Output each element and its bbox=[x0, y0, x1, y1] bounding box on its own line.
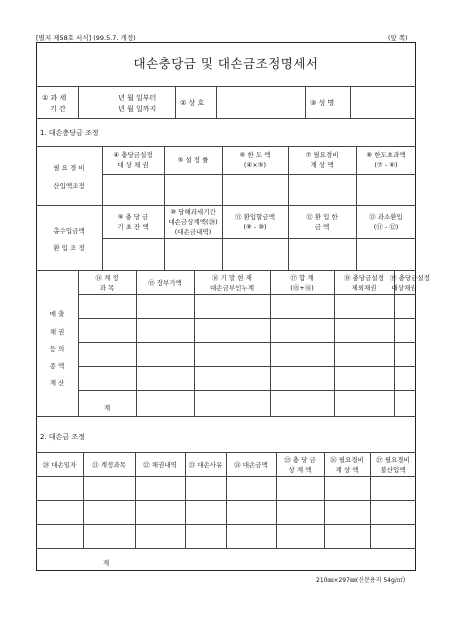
row2-col-header-4-line-1: ⑫ 환 입 한 bbox=[306, 213, 338, 221]
rule-h bbox=[102, 174, 416, 175]
row1-col-header-1-line-2: 대 상 채 권 bbox=[117, 161, 149, 169]
row2-col-header-3-line-2: (⑨ - ⑩) bbox=[243, 223, 267, 231]
sec2-col-header-1-line-1: ⑳ 대손일자 bbox=[42, 461, 77, 469]
section-1-title: 1. 대손충당금 조정 bbox=[40, 129, 99, 137]
row1-col-header-5-line-1: ⑧ 한도초과액 bbox=[366, 151, 406, 159]
detail-col-header-3-line-1: ⑯ 기 말 현 재 bbox=[212, 274, 252, 282]
row2-col-header-2-line-2: 대손금상계액(⑳) bbox=[168, 218, 218, 226]
business-name-label: ② 상 호 bbox=[180, 99, 205, 107]
form-title: 대손충당금 및 대손금조정명세서 bbox=[133, 56, 319, 71]
row1-col-header-4-line-2: 계 상 액 bbox=[310, 161, 334, 169]
row1-col-header-3-line-1: ⑥ 한 도 액 bbox=[239, 151, 271, 159]
row2-col-header-2-line-1: ⑩ 당해과세기간 bbox=[170, 208, 216, 216]
detail-label-5: 계 산 bbox=[49, 379, 65, 387]
detail-col-header-1-line-1: ⑭ 계 정 bbox=[95, 274, 119, 282]
detail-col-header-6-line-1: ⑲ 충당금설정 bbox=[390, 274, 430, 282]
sec2-col-header-7-line-2: 계 상 액 bbox=[335, 466, 359, 474]
row2-col-header-4-line-2: 금 액 bbox=[314, 223, 330, 231]
rule-h bbox=[36, 270, 416, 271]
detail-col-header-4-line-2: (⑮+⑯) bbox=[290, 284, 314, 292]
period-to[interactable]: 년 월 일까지 bbox=[118, 105, 157, 113]
rule-v bbox=[136, 270, 137, 416]
sec2-col-header-8-line-1: ㉗ 필요경비 bbox=[376, 456, 410, 464]
sec2-col-header-2-line-1: ㉑ 계정과목 bbox=[92, 461, 126, 469]
rule-v bbox=[175, 86, 176, 118]
detail-label-1: 매 출 bbox=[49, 310, 65, 318]
detail-col-header-6-line-2: 대상채권 bbox=[391, 284, 417, 292]
row2-col-header-1-line-2: 기 초 잔 액 bbox=[117, 223, 149, 231]
rule-h bbox=[36, 146, 416, 147]
rule-h bbox=[36, 205, 416, 206]
section-2-total-label: 계 bbox=[102, 559, 110, 567]
row2-col-header-2-line-3: (대손금내역) bbox=[174, 228, 212, 236]
rule-h bbox=[78, 342, 416, 343]
period-label-2: 기 간 bbox=[50, 105, 66, 113]
row1-col-header-2-line-1: ⑤ 설 정 률 bbox=[177, 156, 209, 164]
rule-h bbox=[36, 118, 416, 119]
detail-col-header-2-line-1: ⑮ 장부가액 bbox=[148, 279, 182, 287]
row1-col-header-3-line-2: (④×⑤) bbox=[243, 161, 267, 169]
section-2-title: 2. 대손금 조정 bbox=[40, 433, 85, 441]
row2-col-header-3-line-1: ⑪ 환입할금액 bbox=[235, 213, 275, 221]
row2-col-header-5-line-2: (⑪ - ⑫) bbox=[373, 223, 399, 231]
rule-v bbox=[350, 86, 351, 118]
detail-label-3: 등 의 bbox=[49, 345, 65, 353]
period-from[interactable]: 년 월 일부터 bbox=[118, 94, 157, 102]
rule-h bbox=[78, 366, 416, 367]
rule-h bbox=[78, 318, 416, 319]
rule-v bbox=[78, 86, 79, 118]
rule-v bbox=[216, 86, 217, 118]
row1-label-1: 필 요 경 비 bbox=[53, 164, 85, 172]
sec2-col-header-4-line-1: ㉓ 대손사유 bbox=[188, 461, 223, 469]
detail-col-header-3-line-2: 대손금부인누계 bbox=[210, 284, 254, 292]
row2-label-2: 환 입 조 정 bbox=[53, 244, 85, 252]
detail-col-header-1-line-2: 과 목 bbox=[99, 284, 115, 292]
form-number: [별지 제58호 서식] (99.5.7. 개정) bbox=[36, 34, 136, 42]
rule-h bbox=[78, 294, 416, 295]
row2-col-header-5-line-1: ⑬ 과소환입 bbox=[369, 213, 403, 221]
detail-col-header-5-line-1: ⑱ 충당금설정 bbox=[344, 274, 384, 282]
paper-spec: 210㎜×297㎜(신문용지 54g/㎡) bbox=[316, 577, 406, 584]
sec2-col-header-3-line-1: ㉒ 채권내역 bbox=[143, 461, 177, 469]
page-side: (앞 쪽) bbox=[388, 34, 408, 42]
rule-h bbox=[36, 548, 416, 549]
row2-label-1: 총수입금액 bbox=[53, 227, 85, 235]
rule-h bbox=[102, 238, 416, 239]
row1-label-2: 산입액조정 bbox=[53, 182, 85, 190]
detail-total-label: 계 bbox=[103, 404, 111, 412]
detail-label-4: 종 액 bbox=[49, 362, 65, 370]
detail-col-header-5-line-2: 제외채권 bbox=[351, 284, 377, 292]
row1-col-header-1-line-1: ④ 충당금설정 bbox=[113, 151, 153, 159]
sec2-col-header-6-line-2: 상 계 액 bbox=[288, 466, 312, 474]
sec2-col-header-8-line-2: 불산입액 bbox=[380, 466, 406, 474]
detail-label-2: 채 권 bbox=[49, 328, 65, 336]
rule-h bbox=[78, 390, 416, 391]
detail-col-header-4-line-1: ⑰ 합 계 bbox=[290, 274, 314, 282]
row1-col-header-5-line-2: (⑦ - ⑥) bbox=[374, 161, 398, 169]
period-label-1: ① 과 세 bbox=[42, 94, 67, 102]
representative-label: ③ 성 명 bbox=[310, 99, 335, 107]
rule-h bbox=[36, 416, 416, 417]
rule-h bbox=[36, 86, 416, 87]
row2-col-header-1-line-1: ⑨ 충 당 금 bbox=[117, 213, 149, 221]
sec2-col-header-5-line-1: ㉔ 대손금액 bbox=[234, 461, 268, 469]
rule-v bbox=[305, 86, 306, 118]
sec2-col-header-7-line-1: ㉖ 필요경비 bbox=[330, 456, 364, 464]
sec2-col-header-6-line-1: ㉕ 충 당 금 bbox=[284, 456, 316, 464]
row1-col-header-4-line-1: ⑦ 필요경비 bbox=[305, 151, 339, 159]
